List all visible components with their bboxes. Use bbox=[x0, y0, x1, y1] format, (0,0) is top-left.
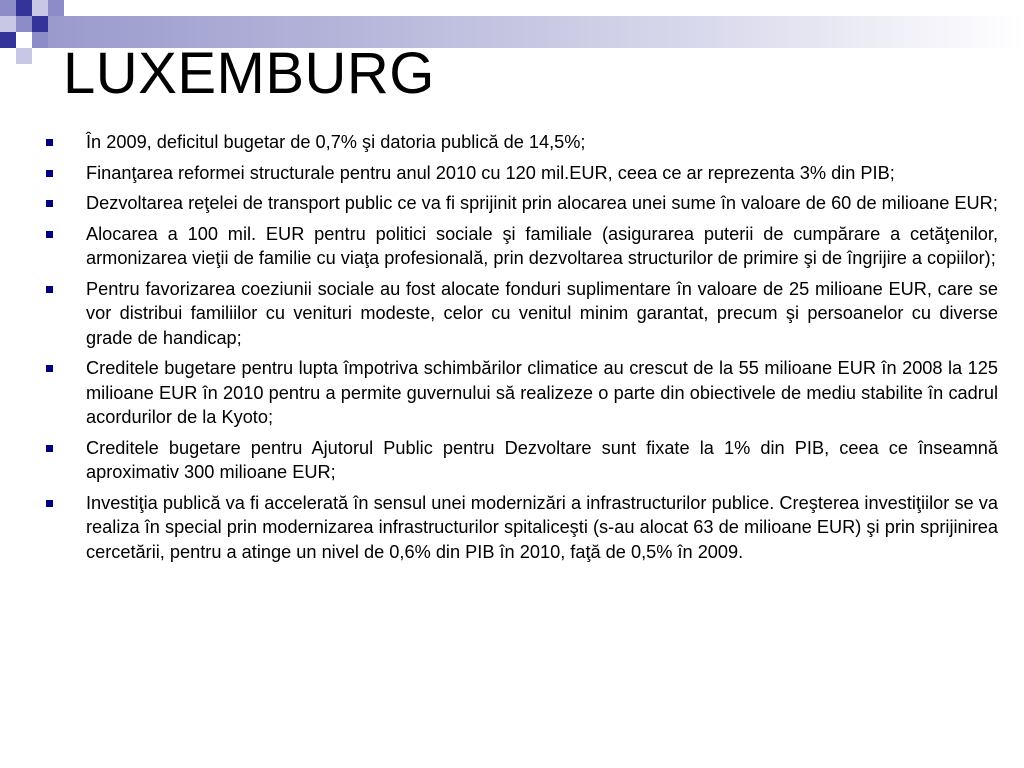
decor-square bbox=[32, 32, 48, 48]
bullet-square-icon bbox=[46, 500, 53, 507]
slide-title: LUXEMBURG bbox=[63, 41, 435, 106]
bullet-item bbox=[86, 222, 998, 271]
bullet-item bbox=[86, 436, 998, 485]
decor-square bbox=[0, 0, 16, 16]
bullet-square-icon bbox=[46, 365, 53, 372]
decor-square bbox=[16, 0, 32, 16]
bullet-text: Finanţarea reformei structurale pentru anul 2010 cu 120 mil.EUR, ceea ce ar reprezenta 3% din PIB; bbox=[86, 162, 895, 183]
decor-square bbox=[0, 32, 16, 48]
bullet-item bbox=[86, 277, 998, 351]
bullet-list bbox=[86, 130, 998, 570]
bullet-item bbox=[86, 491, 998, 565]
bullet-text: Investiţia publică va fi accelerată în sensul unei modernizări a infrastructurilor publice. Creşterea investiţiilor se va realiza în special prin modernizarea infrastructurilor spitaliceşti (s-au alocat 63 de milioane EUR) şi prin sprijinirea cercetării, pentru a atinge un nivel de 0,6% din PIB în 2010, faţă de 0,5% în 2009. bbox=[86, 492, 998, 562]
decor-square bbox=[32, 16, 48, 32]
bullet-text: Dezvoltarea reţelei de transport public ce va fi sprijinit prin alocarea unei sume în valoare de 60 de milioane EUR; bbox=[86, 193, 998, 213]
bullet-square-icon bbox=[46, 139, 53, 146]
decor-square bbox=[16, 16, 32, 32]
bullet-square-icon bbox=[46, 170, 53, 177]
bullet-text: Alocarea a 100 mil. EUR pentru politici sociale şi familiale (asigurarea puterii de cumpărare a cetăţenilor, armonizarea vieţii de familie cu viaţa profesională, prin dezvoltarea structurilor de primire şi de îngrijire a copiilor); bbox=[86, 223, 998, 268]
bullet-item bbox=[86, 130, 998, 155]
bullet-text: În 2009, deficitul bugetar de 0,7% şi datoria publică de 14,5%; bbox=[86, 132, 586, 152]
bullet-item bbox=[86, 356, 998, 430]
bullet-text: Creditele bugetare pentru lupta împotriva schimbărilor climatice au crescut de la 55 milioane EUR în 2008 la 125 milioane EUR în 2010 pentru a permite guvernului să realizeze o parte din obiectivele de mediu stabilite în cadrul acordurilor de la Kyoto; bbox=[86, 358, 998, 427]
bullet-square-icon bbox=[46, 445, 53, 452]
bullet-square-icon bbox=[46, 200, 53, 207]
bullet-square-icon bbox=[46, 286, 53, 293]
bullet-text: Pentru favorizarea coeziunii sociale au fost alocate fonduri suplimentare în valoare de 25 milioane EUR, care se vor distribui familiilor cu venituri modeste, celor cu venitul minim garantat, precum şi persoanelor cu diverse grade de handicap; bbox=[86, 278, 998, 348]
decor-square bbox=[48, 0, 64, 16]
decor-square bbox=[0, 16, 16, 32]
decor-square bbox=[16, 48, 32, 64]
decor-square bbox=[32, 0, 48, 16]
bullet-item bbox=[86, 161, 998, 186]
bullet-square-icon bbox=[46, 231, 53, 238]
bullet-text: Creditele bugetare pentru Ajutorul Public pentru Dezvoltare sunt fixate la 1% din PIB, ceea ce înseamnă aproximativ 300 milioane EUR; bbox=[86, 437, 998, 482]
bullet-item bbox=[86, 191, 998, 216]
